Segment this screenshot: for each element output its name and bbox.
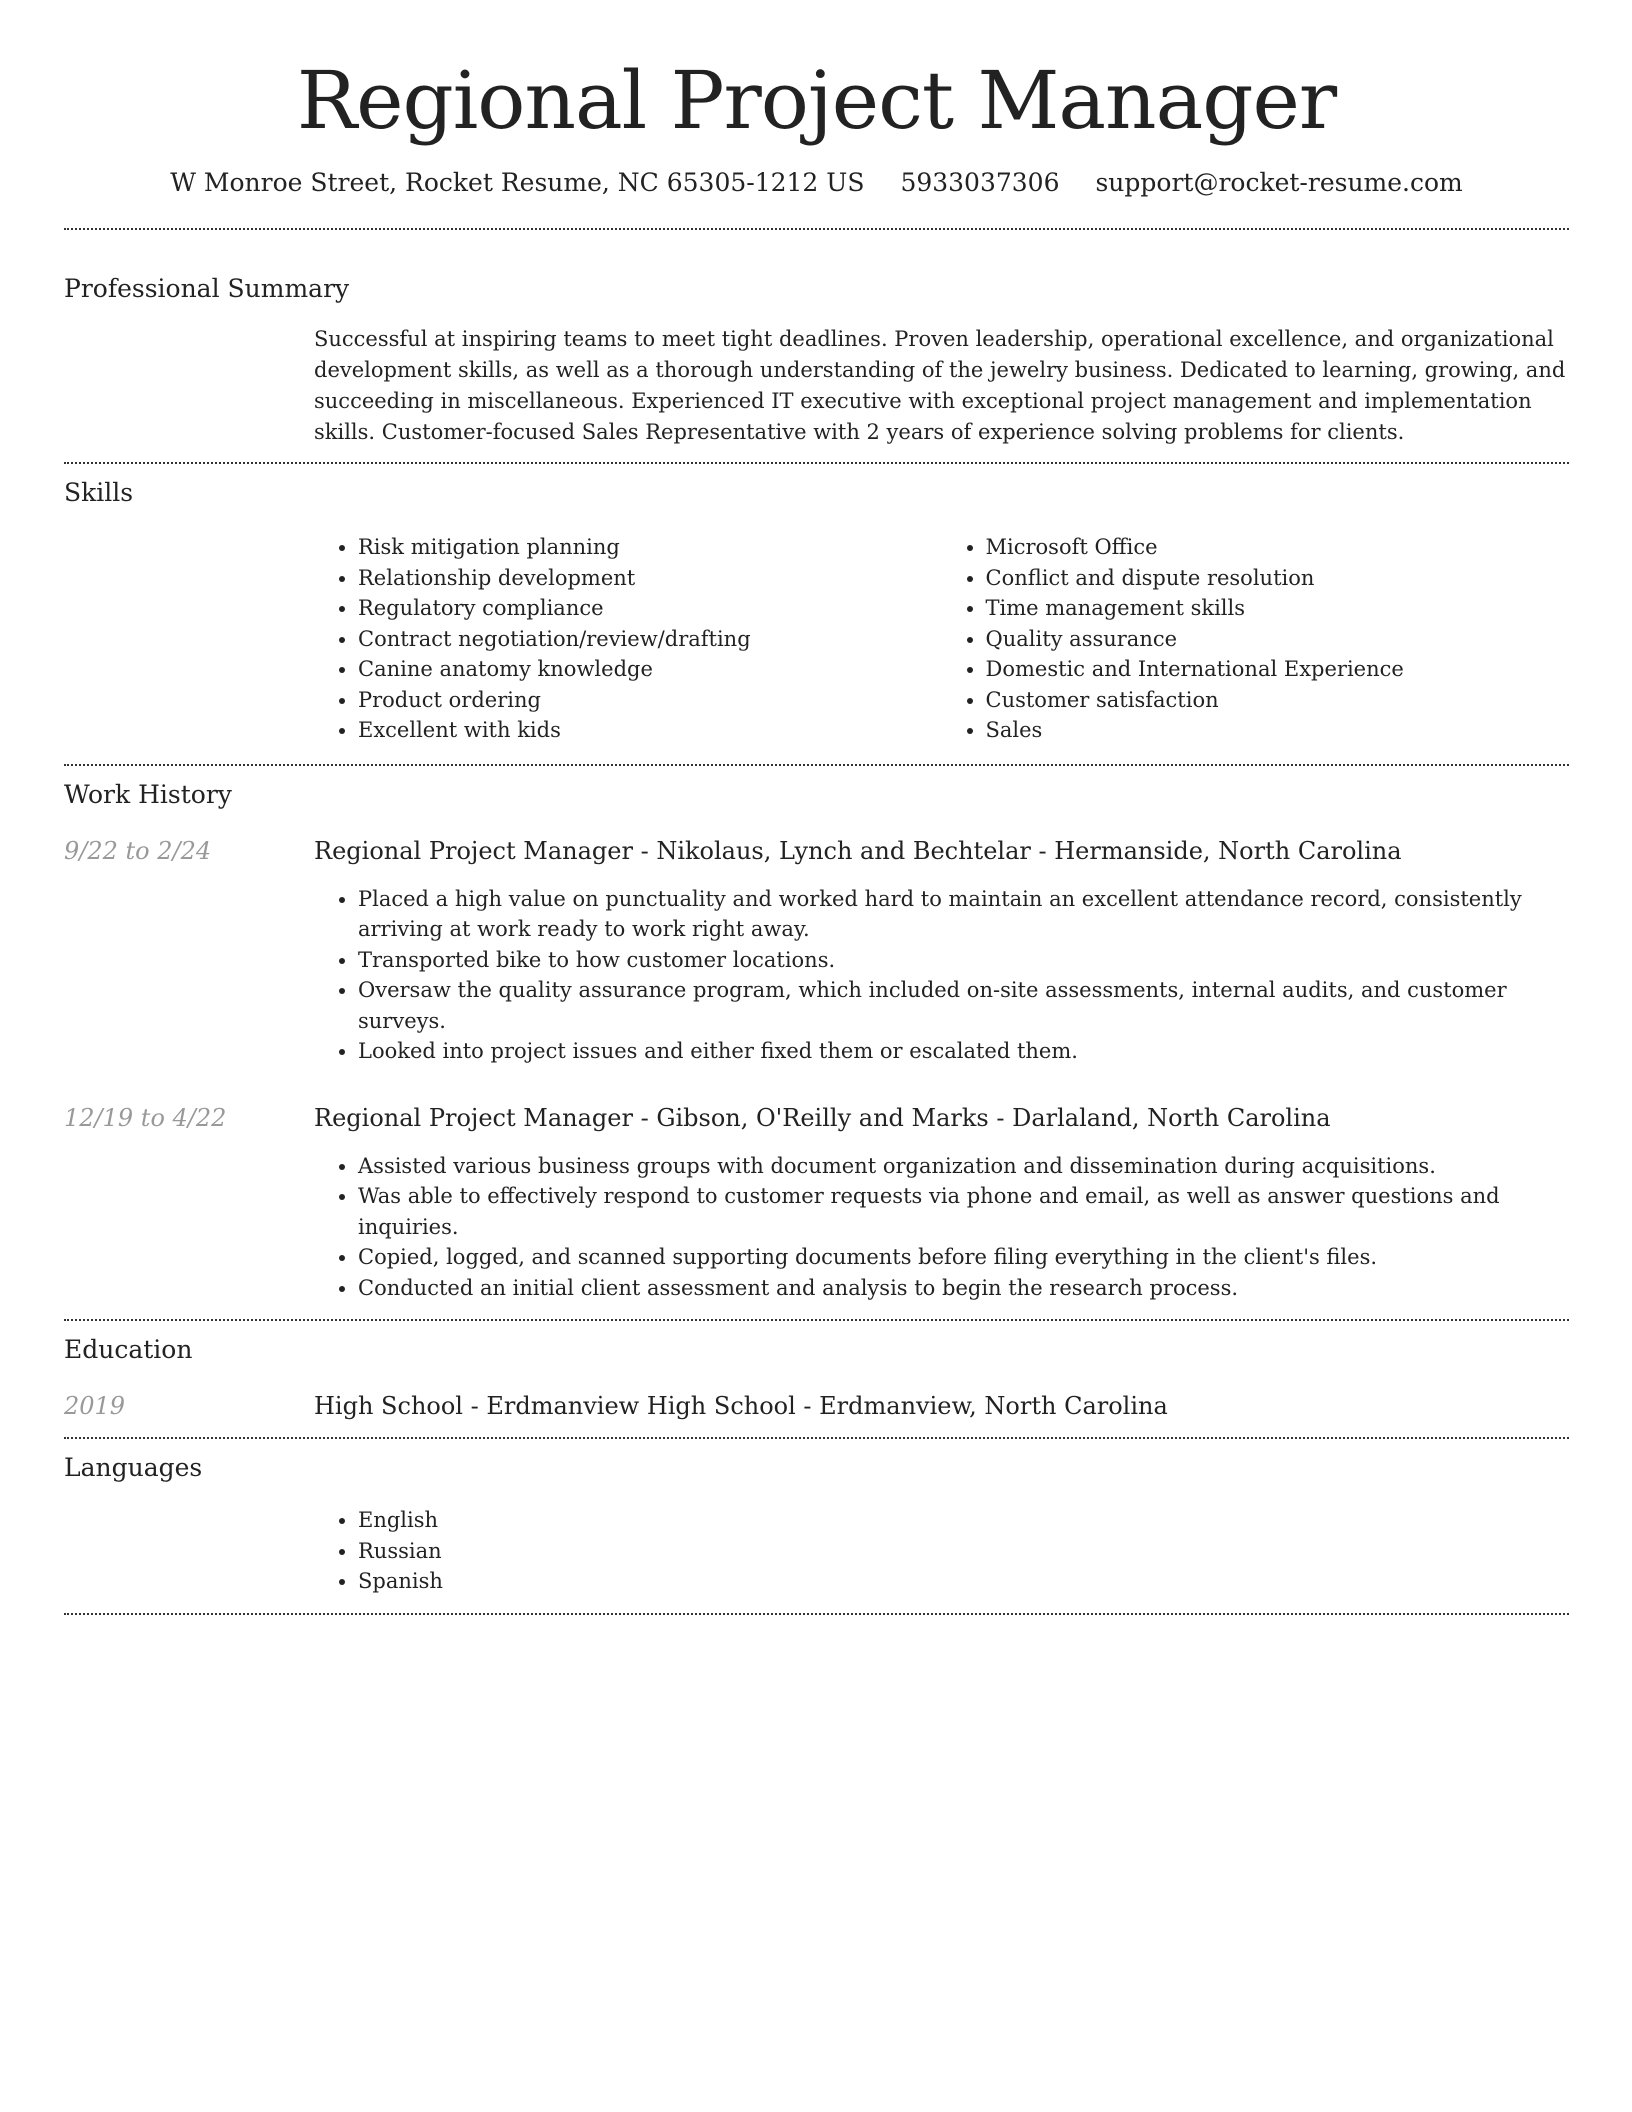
- job-bullet: • Copied, logged, and scanned supporting documents before filing everything in the client's files.: [358, 1242, 1568, 1273]
- skill-item: • Excellent with kids: [358, 715, 942, 746]
- job-bullet: • Oversaw the quality assurance program, which included on-site assessments, internal audits, and customer surveys.: [358, 975, 1568, 1036]
- skills-list-right: [942, 532, 1570, 746]
- skills-list-left: [314, 532, 942, 746]
- skill-item: • Contract negotiation/review/drafting: [358, 624, 942, 655]
- education-heading: High School - Erdmanview High School - Erdmanview, North Carolina: [314, 1392, 1168, 1420]
- languages-list: [314, 1505, 1569, 1597]
- job-bullet: • Transported bike to how customer locations.: [358, 945, 1568, 976]
- language-item: • English: [358, 1505, 1569, 1536]
- language-item: • Russian: [358, 1536, 1569, 1567]
- section-title-skills: Skills: [64, 478, 134, 507]
- contact-phone: 5933037306: [900, 168, 1060, 197]
- skill-item: • Canine anatomy knowledge: [358, 654, 942, 685]
- contact-line: [64, 166, 1569, 200]
- resume-page: [64, 0, 1569, 1615]
- skill-item: • Regulatory compliance: [358, 593, 942, 624]
- divider: [64, 462, 1569, 464]
- skill-item: • Domestic and International Experience: [986, 654, 1570, 685]
- job-bullets: [314, 884, 1568, 1067]
- divider: [64, 228, 1569, 230]
- section-title-education: Education: [64, 1335, 193, 1364]
- section-title-work-history: Work History: [64, 779, 232, 809]
- skill-item: • Microsoft Office: [986, 532, 1570, 563]
- job-entry: [64, 1101, 1569, 1135]
- skill-item: • Time management skills: [986, 593, 1570, 624]
- skill-item: • Customer satisfaction: [986, 685, 1570, 716]
- divider: [64, 1437, 1569, 1439]
- skill-item: • Conflict and dispute resolution: [986, 563, 1570, 594]
- education-entry: [64, 1389, 1569, 1423]
- divider: [64, 1613, 1569, 1615]
- language-item: • Spanish: [358, 1566, 1569, 1597]
- job-dates: 9/22 to 2/24: [64, 836, 212, 865]
- job-bullets: [314, 1151, 1568, 1304]
- job-dates: 12/19 to 4/22: [64, 1103, 227, 1132]
- divider: [64, 1319, 1569, 1321]
- skills-columns: [314, 532, 1569, 746]
- job-bullet: • Conducted an initial client assessment and analysis to begin the research process.: [358, 1273, 1568, 1304]
- section-title-languages: Languages: [64, 1453, 203, 1482]
- job-bullet: • Placed a high value on punctuality and worked hard to maintain an excellent attendance record, consistently arriving at work ready to work right away.: [358, 884, 1568, 945]
- skill-item: • Product ordering: [358, 685, 942, 716]
- job-heading: Regional Project Manager - Gibson, O'Reilly and Marks - Darlaland, North Carolina: [314, 1103, 1331, 1132]
- education-year: 2019: [64, 1392, 126, 1420]
- section-title-summary: Professional Summary: [64, 274, 350, 303]
- job-entry: [64, 834, 1569, 868]
- skill-item: • Sales: [986, 715, 1570, 746]
- contact-address: W Monroe Street, Rocket Resume, NC 65305-1212 US: [170, 168, 865, 197]
- skill-item: • Relationship development: [358, 563, 942, 594]
- job-bullet: • Looked into project issues and either fixed them or escalated them.: [358, 1036, 1568, 1067]
- divider: [64, 764, 1569, 766]
- job-bullet: • Was able to effectively respond to customer requests via phone and email, as well as answer questions and inquiries.: [358, 1181, 1568, 1242]
- job-heading: Regional Project Manager - Nikolaus, Lynch and Bechtelar - Hermanside, North Carolina: [314, 836, 1402, 865]
- contact-email: support@rocket-resume.com: [1095, 168, 1463, 197]
- job-bullet: • Assisted various business groups with document organization and dissemination during acquisitions.: [358, 1151, 1568, 1182]
- resume-name: Regional Project Manager: [296, 54, 1337, 147]
- skill-item: • Quality assurance: [986, 624, 1570, 655]
- skill-item: • Risk mitigation planning: [358, 532, 942, 563]
- summary-text: Successful at inspiring teams to meet tight deadlines. Proven leadership, operational excellence, and organizational development skills, as well as a thorough understanding of the jewelry business. Dedicated to learning, growing, and succeeding in miscellaneous. Experienced IT executive with exceptional project management and implementation skills. Customer-focused Sales Representative with 2 years of experience solving problems for clients.: [314, 327, 1566, 444]
